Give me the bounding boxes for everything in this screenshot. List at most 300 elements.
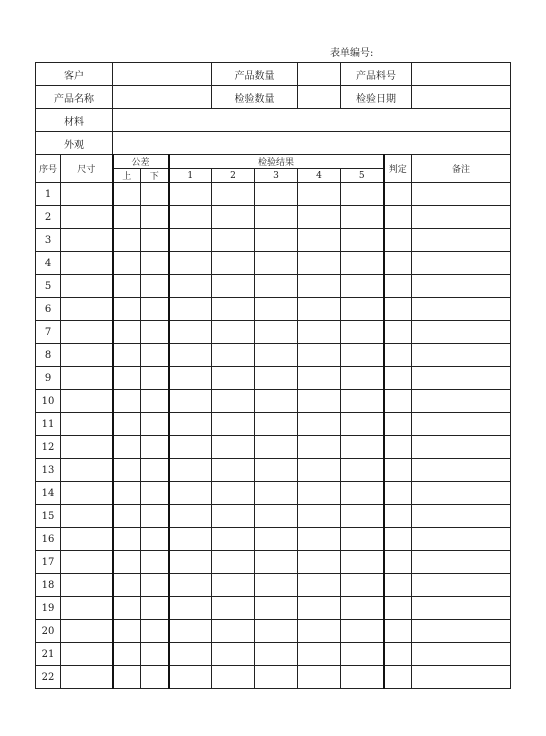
judgement-cell[interactable] [384, 459, 412, 482]
result-cell[interactable] [298, 367, 341, 390]
table-row [36, 252, 511, 275]
remarks-cell[interactable] [412, 275, 511, 298]
result-cell[interactable] [298, 298, 341, 321]
judgement-cell[interactable] [384, 321, 412, 344]
remarks-cell[interactable] [412, 367, 511, 390]
tol-upper-cell[interactable] [113, 666, 141, 689]
result-cell[interactable] [298, 183, 341, 206]
size-cell[interactable] [61, 666, 113, 689]
header-row-2 [36, 86, 511, 109]
result-cell[interactable] [341, 482, 384, 505]
result-cell[interactable] [255, 183, 298, 206]
tol-lower-cell[interactable] [141, 206, 169, 229]
remarks-header: 备注 [412, 155, 511, 183]
row-number: 18 [36, 574, 61, 597]
remarks-cell[interactable] [412, 298, 511, 321]
tol-lower-cell[interactable] [141, 574, 169, 597]
result-cell[interactable] [255, 620, 298, 643]
tol-upper-cell[interactable] [113, 413, 141, 436]
row-number: 15 [36, 505, 61, 528]
tol-lower-cell[interactable] [141, 252, 169, 275]
judgement-cell[interactable] [384, 275, 412, 298]
tol-upper-cell[interactable] [113, 321, 141, 344]
result-cell[interactable] [169, 413, 212, 436]
inspection-form-table [35, 62, 511, 689]
tol-upper-cell[interactable] [113, 574, 141, 597]
result-cell[interactable] [298, 275, 341, 298]
table-row [36, 597, 511, 620]
row-number: 20 [36, 620, 61, 643]
judgement-cell[interactable] [384, 413, 412, 436]
table-row [36, 344, 511, 367]
row-number: 3 [36, 229, 61, 252]
result-cell[interactable] [169, 298, 212, 321]
result-cell[interactable] [298, 620, 341, 643]
result-cell[interactable] [169, 229, 212, 252]
result-cell[interactable] [341, 551, 384, 574]
result-cell[interactable] [255, 436, 298, 459]
result-cell[interactable] [212, 206, 255, 229]
judgement-cell[interactable] [384, 643, 412, 666]
result-cell[interactable] [169, 436, 212, 459]
result-cell[interactable] [212, 505, 255, 528]
result-cell[interactable] [341, 298, 384, 321]
table-row [36, 298, 511, 321]
result-cell[interactable] [341, 528, 384, 551]
result-cell[interactable] [169, 252, 212, 275]
size-header: 尺寸 [61, 155, 113, 183]
result-col-header: 2 [212, 169, 255, 183]
result-cell[interactable] [169, 620, 212, 643]
results-header: 检验结果 [169, 155, 384, 169]
appearance-row [36, 132, 511, 155]
judgement-cell[interactable] [384, 252, 412, 275]
result-cell[interactable] [255, 206, 298, 229]
result-cell[interactable] [255, 459, 298, 482]
size-cell[interactable] [61, 275, 113, 298]
tol-lower-cell[interactable] [141, 413, 169, 436]
result-cell[interactable] [212, 597, 255, 620]
result-cell[interactable] [212, 413, 255, 436]
result-cell[interactable] [169, 344, 212, 367]
result-cell[interactable] [169, 574, 212, 597]
result-cell[interactable] [212, 666, 255, 689]
table-row [36, 367, 511, 390]
result-cell[interactable] [169, 528, 212, 551]
result-cell[interactable] [255, 505, 298, 528]
tol-lower-cell[interactable] [141, 367, 169, 390]
remarks-cell[interactable] [412, 183, 511, 206]
remarks-cell[interactable] [412, 482, 511, 505]
tol-upper-cell[interactable] [113, 597, 141, 620]
table-row [36, 528, 511, 551]
inspect-date-field[interactable] [412, 86, 511, 109]
result-cell[interactable] [341, 413, 384, 436]
size-cell[interactable] [61, 252, 113, 275]
judgement-cell[interactable] [384, 482, 412, 505]
result-cell[interactable] [212, 643, 255, 666]
result-cell[interactable] [298, 344, 341, 367]
row-number: 22 [36, 666, 61, 689]
result-cell[interactable] [212, 298, 255, 321]
tol-upper-cell[interactable] [113, 505, 141, 528]
material-row [36, 109, 511, 132]
result-cell[interactable] [169, 643, 212, 666]
tol-upper-cell[interactable] [113, 436, 141, 459]
result-col-header: 3 [255, 169, 298, 183]
tol-lower-cell[interactable] [141, 344, 169, 367]
size-cell[interactable] [61, 413, 113, 436]
tol-upper-cell[interactable] [113, 367, 141, 390]
row-number: 11 [36, 413, 61, 436]
result-cell[interactable] [298, 597, 341, 620]
tol-lower-cell[interactable] [141, 436, 169, 459]
customer-label: 客户 [36, 63, 113, 86]
table-row [36, 413, 511, 436]
size-cell[interactable] [61, 643, 113, 666]
result-cell[interactable] [255, 367, 298, 390]
result-cell[interactable] [341, 275, 384, 298]
table-row [36, 321, 511, 344]
inspect-qty-label: 检验数量 [212, 86, 298, 109]
result-cell[interactable] [169, 459, 212, 482]
tol-upper-cell[interactable] [113, 252, 141, 275]
result-cell[interactable] [255, 298, 298, 321]
table-row [36, 643, 511, 666]
size-cell[interactable] [61, 367, 113, 390]
remarks-cell[interactable] [412, 229, 511, 252]
remarks-cell[interactable] [412, 390, 511, 413]
result-cell[interactable] [298, 505, 341, 528]
row-number: 1 [36, 183, 61, 206]
result-cell[interactable] [169, 206, 212, 229]
row-number: 17 [36, 551, 61, 574]
remarks-cell[interactable] [412, 344, 511, 367]
result-cell[interactable] [255, 390, 298, 413]
product-code-field[interactable] [412, 63, 511, 86]
remarks-cell[interactable] [412, 620, 511, 643]
result-cell[interactable] [212, 459, 255, 482]
product-name-field[interactable] [113, 86, 212, 109]
size-cell[interactable] [61, 528, 113, 551]
result-cell[interactable] [298, 390, 341, 413]
result-cell[interactable] [298, 551, 341, 574]
tol-lower-cell[interactable] [141, 183, 169, 206]
result-cell[interactable] [341, 574, 384, 597]
tol-lower-cell[interactable] [141, 666, 169, 689]
result-cell[interactable] [255, 528, 298, 551]
result-cell[interactable] [255, 643, 298, 666]
product-code-label: 产品料号 [341, 63, 412, 86]
tol-upper-cell[interactable] [113, 344, 141, 367]
table-row [36, 551, 511, 574]
result-cell[interactable] [212, 275, 255, 298]
result-cell[interactable] [212, 482, 255, 505]
tol-upper-cell[interactable] [113, 620, 141, 643]
result-cell[interactable] [212, 252, 255, 275]
result-cell[interactable] [212, 551, 255, 574]
judgement-cell[interactable] [384, 620, 412, 643]
size-cell[interactable] [61, 229, 113, 252]
result-cell[interactable] [169, 666, 212, 689]
result-cell[interactable] [341, 505, 384, 528]
inspect-date-label: 检验日期 [341, 86, 412, 109]
result-cell[interactable] [169, 551, 212, 574]
result-cell[interactable] [341, 459, 384, 482]
table-row [36, 436, 511, 459]
result-cell[interactable] [298, 574, 341, 597]
tol-lower-cell[interactable] [141, 229, 169, 252]
judgement-cell[interactable] [384, 229, 412, 252]
result-cell[interactable] [169, 390, 212, 413]
row-number: 21 [36, 643, 61, 666]
judgement-cell[interactable] [384, 551, 412, 574]
material-field[interactable] [113, 109, 511, 132]
remarks-cell[interactable] [412, 505, 511, 528]
result-cell[interactable] [341, 344, 384, 367]
size-cell[interactable] [61, 574, 113, 597]
judgement-cell[interactable] [384, 298, 412, 321]
row-number: 14 [36, 482, 61, 505]
size-cell[interactable] [61, 390, 113, 413]
result-cell[interactable] [298, 643, 341, 666]
result-cell[interactable] [212, 183, 255, 206]
tol-lower-cell[interactable] [141, 298, 169, 321]
result-cell[interactable] [169, 321, 212, 344]
judgement-cell[interactable] [384, 390, 412, 413]
table-row [36, 482, 511, 505]
product-name-label: 产品名称 [36, 86, 113, 109]
result-cell[interactable] [255, 482, 298, 505]
result-cell[interactable] [298, 206, 341, 229]
result-cell[interactable] [255, 321, 298, 344]
remarks-cell[interactable] [412, 666, 511, 689]
form-number-label: 表单编号: [330, 48, 374, 59]
result-cell[interactable] [298, 436, 341, 459]
header-row-1 [36, 63, 511, 86]
table-row [36, 574, 511, 597]
judgement-cell[interactable] [384, 597, 412, 620]
result-cell[interactable] [169, 482, 212, 505]
size-cell[interactable] [61, 482, 113, 505]
row-number: 16 [36, 528, 61, 551]
tol-lower-cell[interactable] [141, 482, 169, 505]
result-cell[interactable] [255, 574, 298, 597]
product-qty-field[interactable] [298, 63, 341, 86]
remarks-cell[interactable] [412, 643, 511, 666]
size-cell[interactable] [61, 505, 113, 528]
result-cell[interactable] [169, 367, 212, 390]
tol-upper-cell[interactable] [113, 643, 141, 666]
result-cell[interactable] [298, 413, 341, 436]
result-cell[interactable] [298, 459, 341, 482]
tol-lower-cell[interactable] [141, 275, 169, 298]
row-number: 7 [36, 321, 61, 344]
column-header-row-1 [36, 155, 511, 169]
tol-upper-cell[interactable] [113, 459, 141, 482]
tol-upper-cell[interactable] [113, 482, 141, 505]
table-row [36, 459, 511, 482]
result-cell[interactable] [255, 344, 298, 367]
remarks-cell[interactable] [412, 528, 511, 551]
judgement-cell[interactable] [384, 367, 412, 390]
row-number: 2 [36, 206, 61, 229]
tol-lower-cell[interactable] [141, 390, 169, 413]
judgement-header: 判定 [384, 155, 412, 183]
size-cell[interactable] [61, 206, 113, 229]
result-cell[interactable] [341, 183, 384, 206]
result-cell[interactable] [298, 229, 341, 252]
result-col-header: 1 [169, 169, 212, 183]
result-cell[interactable] [255, 252, 298, 275]
table-row [36, 206, 511, 229]
result-cell[interactable] [212, 321, 255, 344]
appearance-label: 外观 [36, 132, 113, 155]
result-cell[interactable] [255, 275, 298, 298]
tol-upper-cell[interactable] [113, 275, 141, 298]
size-cell[interactable] [61, 597, 113, 620]
result-cell[interactable] [255, 666, 298, 689]
row-number: 12 [36, 436, 61, 459]
result-cell[interactable] [341, 206, 384, 229]
result-cell[interactable] [341, 390, 384, 413]
tol-lower-cell[interactable] [141, 459, 169, 482]
result-cell[interactable] [212, 574, 255, 597]
customer-field[interactable] [113, 63, 212, 86]
material-label: 材料 [36, 109, 113, 132]
remarks-cell[interactable] [412, 321, 511, 344]
row-number: 19 [36, 597, 61, 620]
judgement-cell[interactable] [384, 436, 412, 459]
tol-upper-cell[interactable] [113, 206, 141, 229]
judgement-cell[interactable] [384, 574, 412, 597]
tol-upper-cell[interactable] [113, 528, 141, 551]
tol-lower-cell[interactable] [141, 643, 169, 666]
row-number: 13 [36, 459, 61, 482]
appearance-field[interactable] [113, 132, 511, 155]
table-row [36, 275, 511, 298]
judgement-cell[interactable] [384, 528, 412, 551]
result-cell[interactable] [341, 229, 384, 252]
result-cell[interactable] [341, 597, 384, 620]
tol-lower-cell[interactable] [141, 597, 169, 620]
result-cell[interactable] [341, 252, 384, 275]
size-cell[interactable] [61, 344, 113, 367]
result-cell[interactable] [298, 321, 341, 344]
judgement-cell[interactable] [384, 505, 412, 528]
size-cell[interactable] [61, 459, 113, 482]
table-row [36, 229, 511, 252]
tol-lower-cell[interactable] [141, 505, 169, 528]
result-cell[interactable] [169, 505, 212, 528]
tol-lower-cell[interactable] [141, 528, 169, 551]
result-cell[interactable] [341, 620, 384, 643]
table-row [36, 620, 511, 643]
result-cell[interactable] [212, 436, 255, 459]
result-cell[interactable] [212, 390, 255, 413]
remarks-cell[interactable] [412, 574, 511, 597]
result-cell[interactable] [341, 666, 384, 689]
result-cell[interactable] [255, 229, 298, 252]
tol-lower-cell[interactable] [141, 551, 169, 574]
remarks-cell[interactable] [412, 459, 511, 482]
tol-upper-cell[interactable] [113, 390, 141, 413]
table-row [36, 183, 511, 206]
remarks-cell[interactable] [412, 413, 511, 436]
result-col-header: 5 [341, 169, 384, 183]
result-cell[interactable] [212, 528, 255, 551]
row-number: 10 [36, 390, 61, 413]
row-number: 6 [36, 298, 61, 321]
inspect-qty-field[interactable] [298, 86, 341, 109]
product-qty-label: 产品数量 [212, 63, 298, 86]
remarks-cell[interactable] [412, 551, 511, 574]
remarks-cell[interactable] [412, 206, 511, 229]
remarks-cell[interactable] [412, 252, 511, 275]
result-cell[interactable] [341, 367, 384, 390]
judgement-cell[interactable] [384, 666, 412, 689]
result-cell[interactable] [212, 229, 255, 252]
result-cell[interactable] [341, 436, 384, 459]
result-cell[interactable] [341, 643, 384, 666]
row-number: 8 [36, 344, 61, 367]
table-row [36, 390, 511, 413]
size-cell[interactable] [61, 620, 113, 643]
judgement-cell[interactable] [384, 206, 412, 229]
table-row [36, 505, 511, 528]
size-cell[interactable] [61, 321, 113, 344]
tol-upper-cell[interactable] [113, 229, 141, 252]
size-cell[interactable] [61, 551, 113, 574]
result-cell[interactable] [212, 344, 255, 367]
result-cell[interactable] [169, 275, 212, 298]
remarks-cell[interactable] [412, 436, 511, 459]
seq-header: 序号 [36, 155, 61, 183]
table-row [36, 666, 511, 689]
tolerance-header: 公差 [113, 155, 169, 169]
tol-upper-cell[interactable] [113, 551, 141, 574]
result-col-header: 4 [298, 169, 341, 183]
tol-lower-cell[interactable] [141, 321, 169, 344]
remarks-cell[interactable] [412, 597, 511, 620]
result-cell[interactable] [298, 528, 341, 551]
tol-upper-header: 上 [113, 169, 141, 183]
result-cell[interactable] [255, 597, 298, 620]
size-cell[interactable] [61, 436, 113, 459]
result-cell[interactable] [169, 183, 212, 206]
result-cell[interactable] [341, 321, 384, 344]
row-number: 9 [36, 367, 61, 390]
size-cell[interactable] [61, 183, 113, 206]
size-cell[interactable] [61, 298, 113, 321]
row-number: 5 [36, 275, 61, 298]
result-cell[interactable] [212, 620, 255, 643]
judgement-cell[interactable] [384, 183, 412, 206]
result-cell[interactable] [255, 413, 298, 436]
tol-lower-cell[interactable] [141, 620, 169, 643]
tol-upper-cell[interactable] [113, 183, 141, 206]
result-cell[interactable] [298, 666, 341, 689]
result-cell[interactable] [298, 482, 341, 505]
result-cell[interactable] [212, 367, 255, 390]
result-cell[interactable] [169, 597, 212, 620]
tol-upper-cell[interactable] [113, 298, 141, 321]
result-cell[interactable] [255, 551, 298, 574]
judgement-cell[interactable] [384, 344, 412, 367]
row-number: 4 [36, 252, 61, 275]
tol-lower-header: 下 [141, 169, 169, 183]
result-cell[interactable] [298, 252, 341, 275]
